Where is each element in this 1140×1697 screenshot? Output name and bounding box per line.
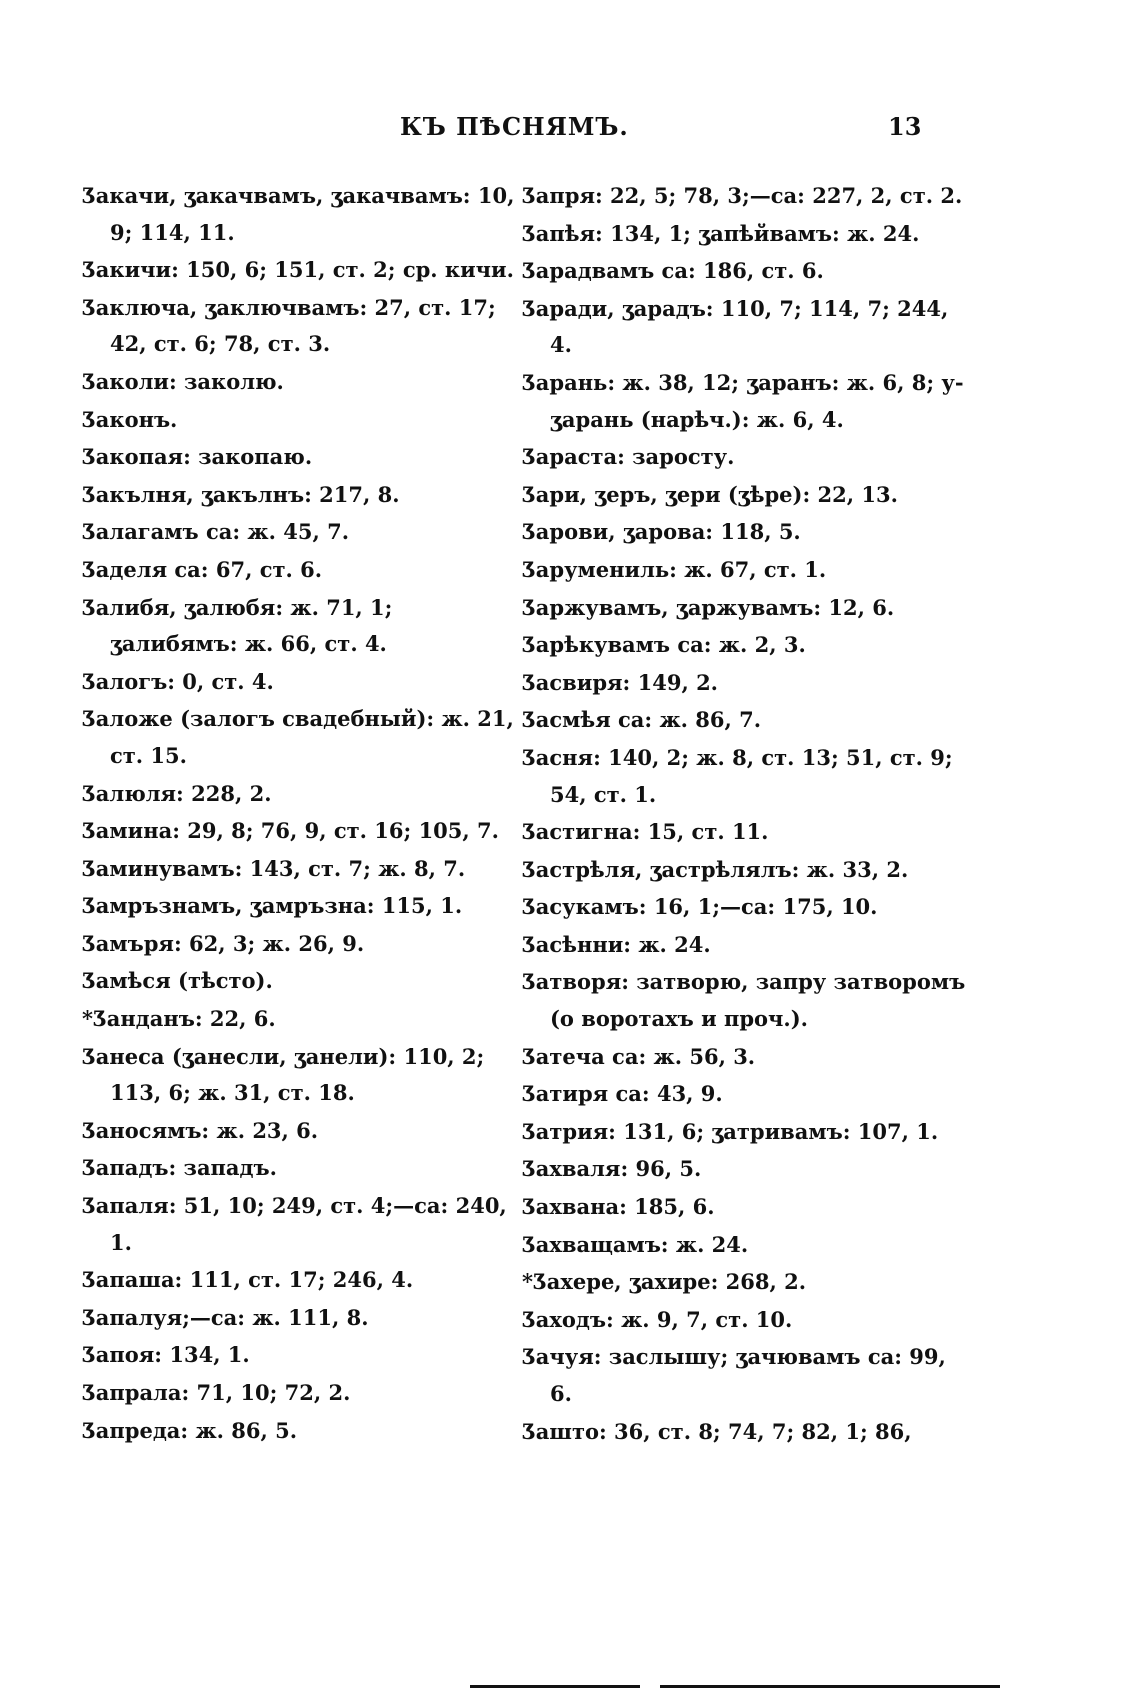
- glossary-entry: Ӡамѣся (тѣсто).: [82, 968, 273, 994]
- glossary-entry: Ӡаржувамъ, ӡаржувамъ: 12, 6.: [522, 594, 895, 620]
- glossary-entry: Ӡастигна: 15, ст. 11.: [522, 819, 769, 845]
- glossary-entry: Ӡастрѣля, ӡастрѣлялъ: ж. 33, 2.: [522, 856, 909, 882]
- glossary-entry: Ӡамина: 29, 8; 76, 9, ст. 16; 105, 7.: [82, 818, 499, 844]
- page-number: 13: [888, 112, 922, 141]
- glossary-entry: Ӡалюля: 228, 2.: [82, 780, 272, 806]
- glossary-entry: Ӡаключа, ӡаключвамъ: 27, ст. 17; 42, ст. 6; 78, ст. 3.: [82, 294, 496, 357]
- glossary-entry: Ӡапѣя: 134, 1; ӡапѣйвамъ: ж. 24.: [522, 220, 920, 246]
- glossary-entry: Ӡамъря: 62, 3; ж. 26, 9.: [82, 930, 365, 956]
- glossary-entry: Ӡакълня, ӡакълнъ: 217, 8.: [82, 481, 400, 507]
- glossary-entry: Ӡарадвамъ са: 186, ст. 6.: [522, 258, 824, 284]
- glossary-entry: Ӡаносямъ: ж. 23, 6.: [82, 1117, 319, 1143]
- glossary-entry: Ӡасня: 140, 2; ж. 8, ст. 13; 51, ст. 9; 54, ст. 1.: [522, 744, 953, 807]
- footer-rule-left: [470, 1685, 640, 1688]
- glossary-entry: Ӡахвана: 185, 6.: [522, 1194, 715, 1220]
- glossary-entry: Ӡапаля: 51, 10; 249, ст. 4;—са: 240, 1.: [82, 1193, 507, 1255]
- glossary-entry: Ӡатеча са: ж. 56, 3.: [522, 1043, 756, 1069]
- footer-rule-right: [660, 1685, 1000, 1688]
- glossary-entry: Ӡараста: заросту.: [522, 444, 735, 470]
- glossary-entry: Ӡалагамъ са: ж. 45, 7.: [82, 519, 350, 545]
- glossary-entry: Ӡачуя: заслышу; ӡачювамъ са: 99, 6.: [522, 1344, 946, 1406]
- glossary-left-column: [82, 178, 522, 1449]
- glossary-entry: Ӡаради, ӡарадъ: 110, 7; 114, 7; 244, 4.: [522, 295, 949, 358]
- glossary-right-column: [522, 178, 972, 1450]
- glossary-entry: Ӡасвиря: 149, 2.: [522, 669, 718, 695]
- glossary-entry: Ӡарѣкувамъ са: ж. 2, 3.: [522, 632, 806, 658]
- glossary-entry: Ӡапаша: 111, ст. 17; 246, 4.: [82, 1267, 414, 1293]
- glossary-entry: Ӡарови, ӡарова: 118, 5.: [522, 519, 801, 545]
- glossary-entry: Ӡасѣнни: ж. 24.: [522, 931, 711, 957]
- glossary-entry: Ӡаходъ: ж. 9, 7, ст. 10.: [522, 1306, 793, 1332]
- glossary-entry: Ӡасмѣя са: ж. 86, 7.: [522, 707, 762, 733]
- glossary-entry: Ӡаделя са: 67, ст. 6.: [82, 556, 323, 582]
- glossary-entry: Ӡапоя: 134, 1.: [82, 1342, 250, 1368]
- glossary-entry: Ӡаложе (залогъ свадебный): ж. 21, ст. 15.: [82, 706, 514, 768]
- glossary-entry: Ӡатворя: затворю, запру затворомъ (о воротахъ и проч.).: [522, 969, 966, 1032]
- glossary-entry: Ӡаминувамъ: 143, ст. 7; ж. 8, 7.: [82, 855, 466, 881]
- glossary-entry: Ӡалогъ: 0, ст. 4.: [82, 668, 274, 694]
- glossary-entry: Ӡамръзнамъ, ӡамръзна: 115, 1.: [82, 893, 463, 919]
- glossary-entry: *Ӡанданъ: 22, 6.: [82, 1006, 276, 1032]
- glossary-entry: Ӡалибя, ӡалюбя: ж. 71, 1; ӡалибямъ: ж. 66, ст. 4.: [82, 594, 393, 657]
- glossary-entry: Ӡашто: 36, ст. 8; 74, 7; 82, 1; 86,: [522, 1418, 912, 1444]
- glossary-entry: Ӡапалуя;—са: ж. 111, 8.: [82, 1304, 369, 1330]
- glossary-entry: Ӡатрия: 131, 6; ӡатривамъ: 107, 1.: [522, 1118, 939, 1144]
- glossary-entry: Ӡапрала: 71, 10; 72, 2.: [82, 1380, 351, 1405]
- glossary-entry: *Ӡахере, ӡахире: 268, 2.: [522, 1269, 807, 1295]
- glossary-entry: Ӡаконъ.: [82, 406, 178, 432]
- glossary-entry: Ӡакопая: закопаю.: [82, 444, 313, 470]
- glossary-entry: Ӡарумениль: ж. 67, ст. 1.: [522, 556, 827, 582]
- glossary-entry: Ӡапреда: ж. 86, 5.: [82, 1417, 298, 1443]
- glossary-entry: Ӡакичи: 150, 6; 151, ст. 2; ср. кичи.: [82, 257, 514, 283]
- glossary-entry: Ӡападъ: западъ.: [82, 1155, 277, 1181]
- running-head: [0, 112, 1140, 148]
- glossary-entry: Ӡахваля: 96, 5.: [522, 1156, 702, 1182]
- glossary-entry: Ӡари, ӡеръ, ӡери (ӡѣре): 22, 13.: [522, 481, 898, 507]
- glossary-entry: Ӡапря: 22, 5; 78, 3;—са: 227, 2, ст. 2.: [522, 183, 963, 208]
- glossary-entry: Ӡанеса (ӡанесли, ӡанели): 110, 2; 113, 6; ж. 31, ст. 18.: [82, 1043, 485, 1106]
- glossary-entry: Ӡарань: ж. 38, 12; ӡаранъ: ж. 6, 8; у-ӡарань (нарѣч.): ж. 6, 4.: [522, 369, 964, 432]
- glossary-entry: Ӡакачи, ӡакачвамъ, ӡакачвамъ: 10, 9; 114, 11.: [82, 183, 515, 245]
- glossary-entry: Ӡатиря са: 43, 9.: [522, 1081, 723, 1107]
- glossary-entry: Ӡаколи: заколю.: [82, 368, 284, 394]
- glossary-entry: Ӡасукамъ: 16, 1;—са: 175, 10.: [522, 894, 878, 920]
- running-head-title: КЪ ПѢСНЯМЪ.: [400, 112, 629, 141]
- glossary-entry: Ӡахващамъ: ж. 24.: [522, 1231, 749, 1257]
